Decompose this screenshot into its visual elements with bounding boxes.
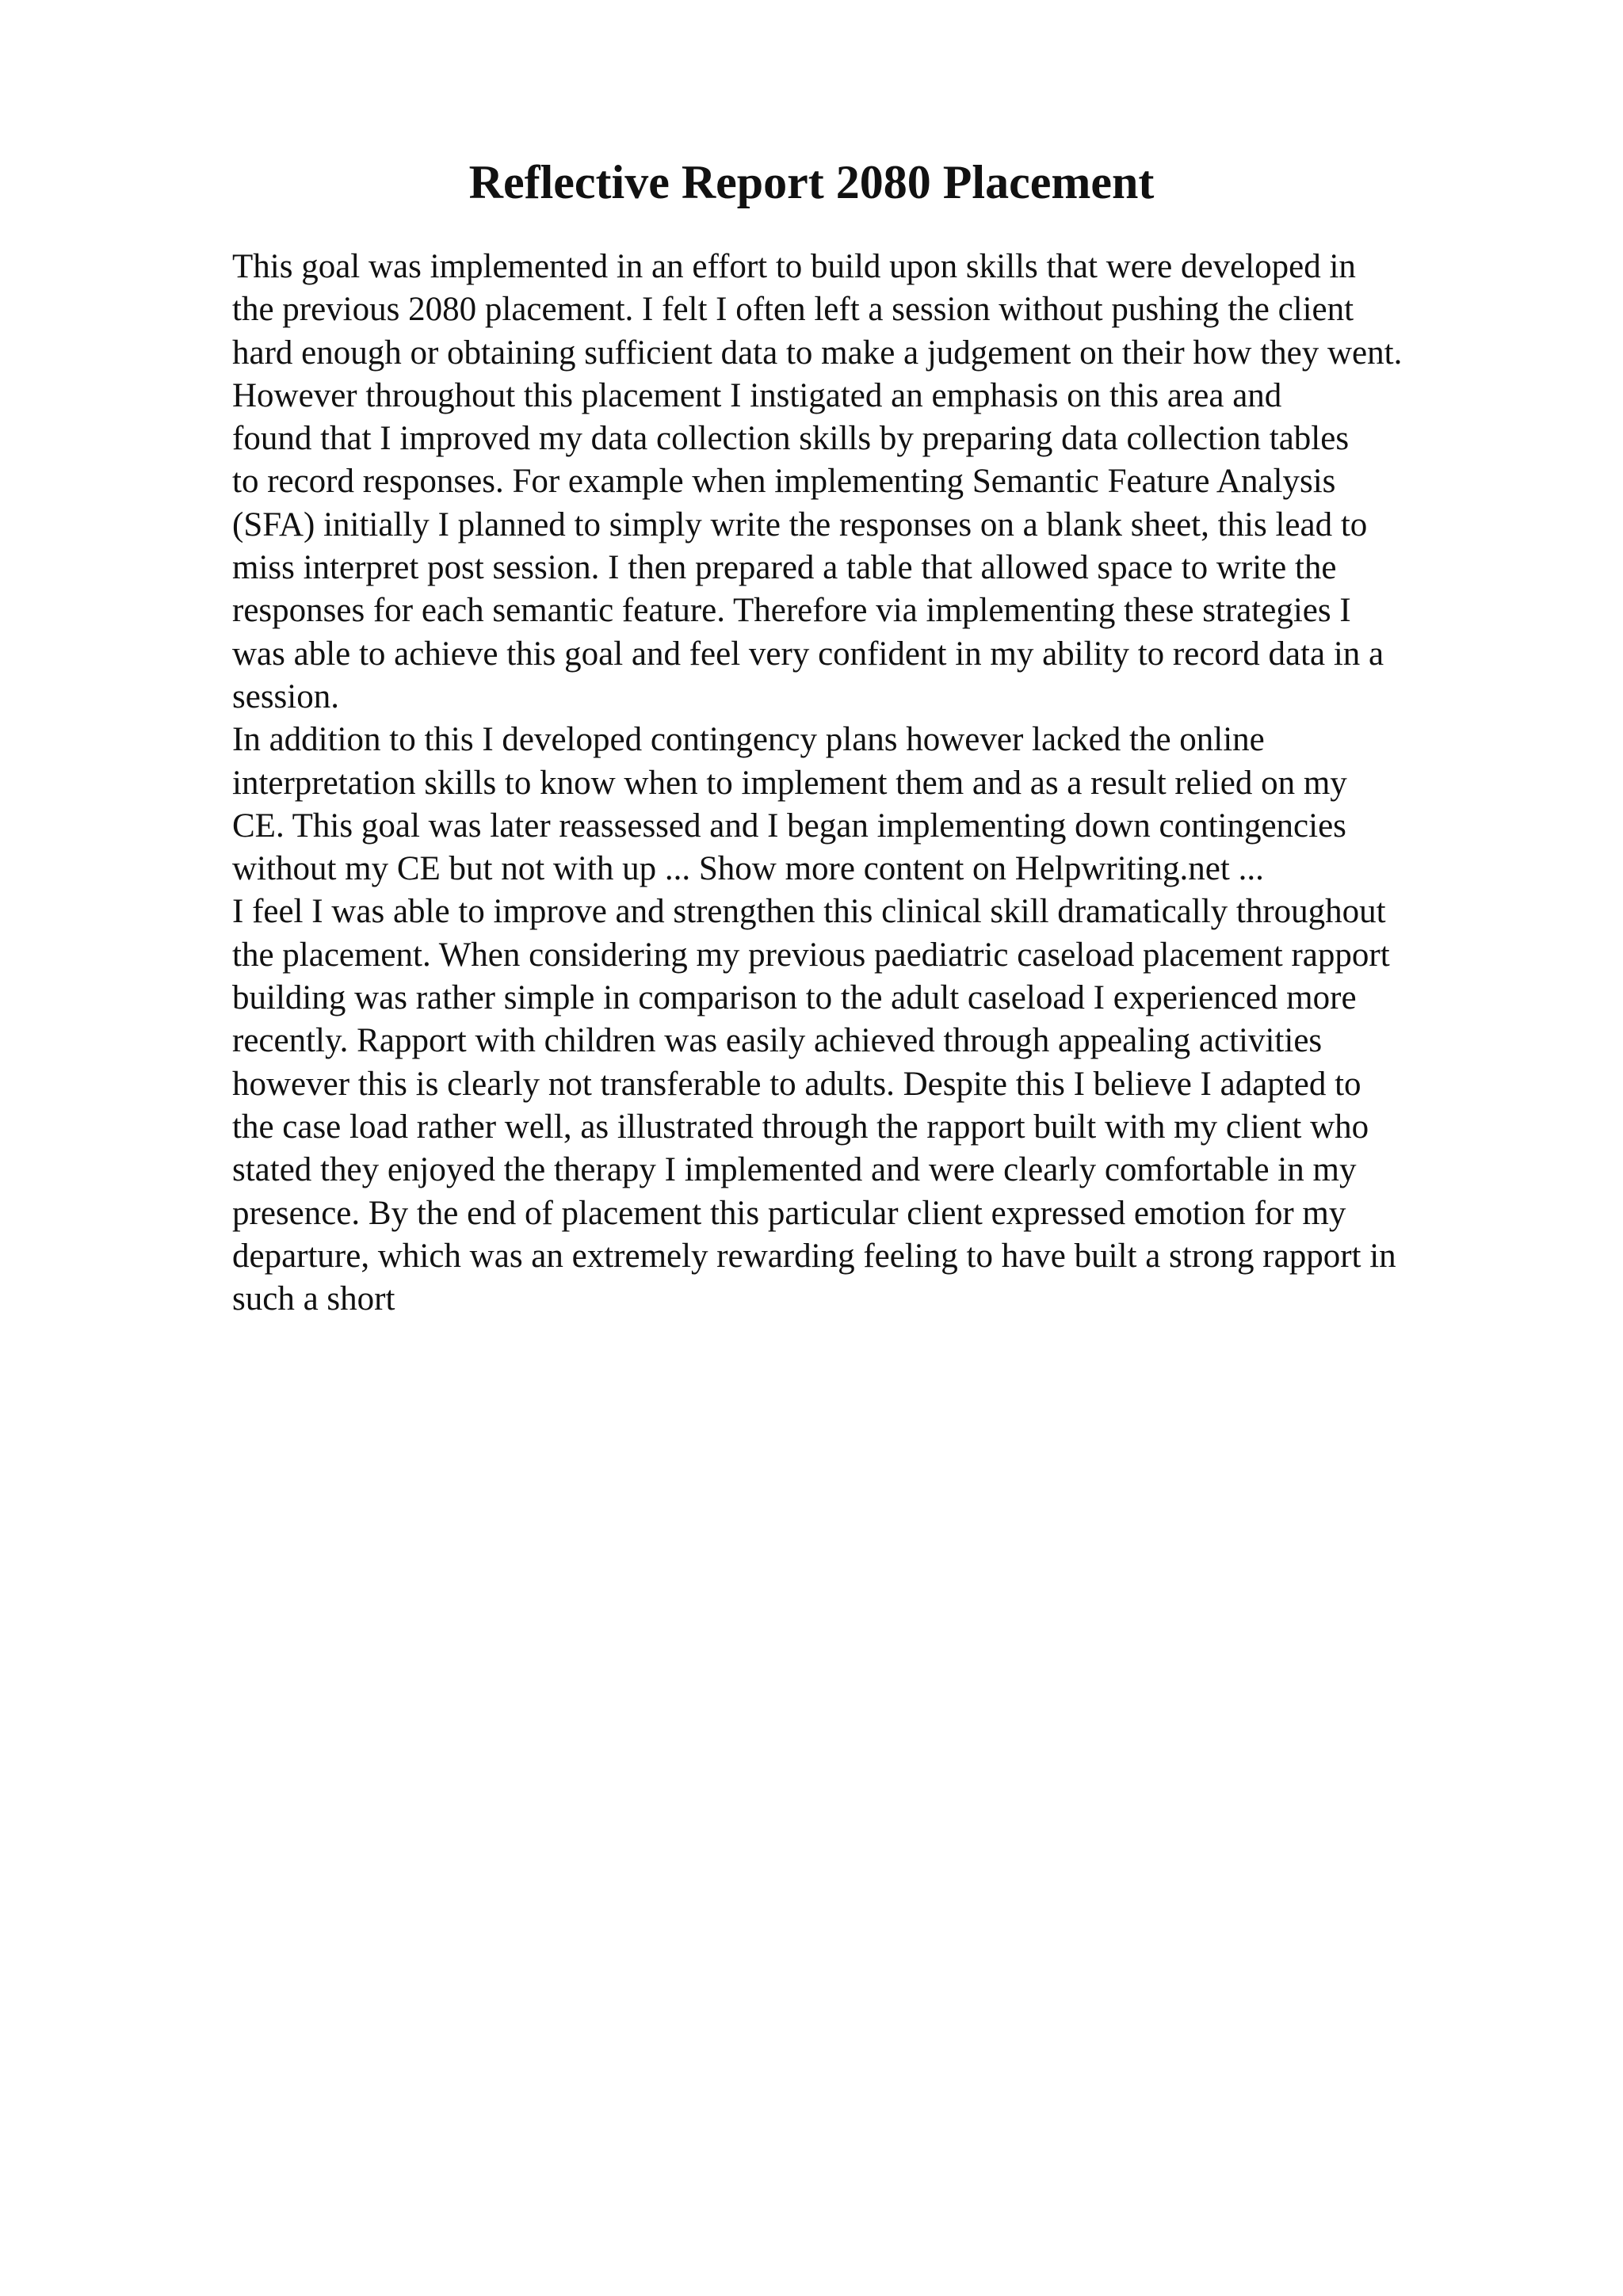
body-line-2: the previous 2080 placement. I felt I often left a session without pushing the client [232, 291, 1354, 329]
body-line-16: I feel I was able to improve and strengthen this clinical skill dramatically throughout [232, 893, 1386, 931]
body-line-7: (SFA) initially I planned to simply write the responses on a blank sheet, this lead to [232, 505, 1368, 543]
body-line-15: without my CE but not with up ... Show more content on Helpwriting.net ... [232, 850, 1264, 888]
document-body [232, 246, 1532, 1321]
body-line-3: hard enough or obtaining sufficient data to make a judgement on their how they went. [232, 334, 1403, 372]
body-line-17: the placement. When considering my previous paediatric caseload placement rapport [232, 936, 1390, 974]
body-line-1: This goal was implemented in an effort to build upon skills that were developed in [232, 248, 1356, 285]
body-line-24: departure, which was an extremely rewarding feeling to have built a strong rapport in [232, 1237, 1396, 1275]
body-line-14: CE. This goal was later reassessed and I began implementing down contingencies [232, 807, 1346, 845]
body-line-21: the case load rather well, as illustrated through the rapport built with my client who [232, 1108, 1369, 1146]
document-title: Reflective Report 2080 Placement [468, 156, 1155, 208]
body-line-18: building was rather simple in comparison to the adult caseload I experienced more [232, 979, 1357, 1017]
body-line-23: presence. By the end of placement this particular client expressed emotion for my [232, 1194, 1346, 1232]
body-line-10: was able to achieve this goal and feel very confident in my ability to record data in a [232, 635, 1384, 673]
body-line-12: In addition to this I developed contingency plans however lacked the online [232, 721, 1265, 759]
body-line-4: However throughout this placement I instigated an emphasis on this area and [232, 376, 1282, 414]
body-line-8: miss interpret post session. I then prepared a table that allowed space to write the [232, 549, 1337, 587]
body-line-22: stated they enjoyed the therapy I implemented and were clearly comfortable in my [232, 1151, 1357, 1189]
body-line-19: recently. Rapport with children was easily achieved through appealing activities [232, 1022, 1323, 1060]
body-line-9: responses for each semantic feature. Therefore via implementing these strategies I [232, 592, 1351, 630]
body-line-13: interpretation skills to know when to implement them and as a result relied on my [232, 764, 1347, 802]
body-line-11: session. [232, 677, 339, 715]
body-line-5: found that I improved my data collection skills by preparing data collection tables [232, 420, 1350, 458]
body-line-6: to record responses. For example when implementing Semantic Feature Analysis [232, 463, 1336, 501]
body-line-25: such a short [232, 1280, 395, 1318]
body-line-20: however this is clearly not transferable to adults. Despite this I believe I adapted to [232, 1065, 1361, 1103]
